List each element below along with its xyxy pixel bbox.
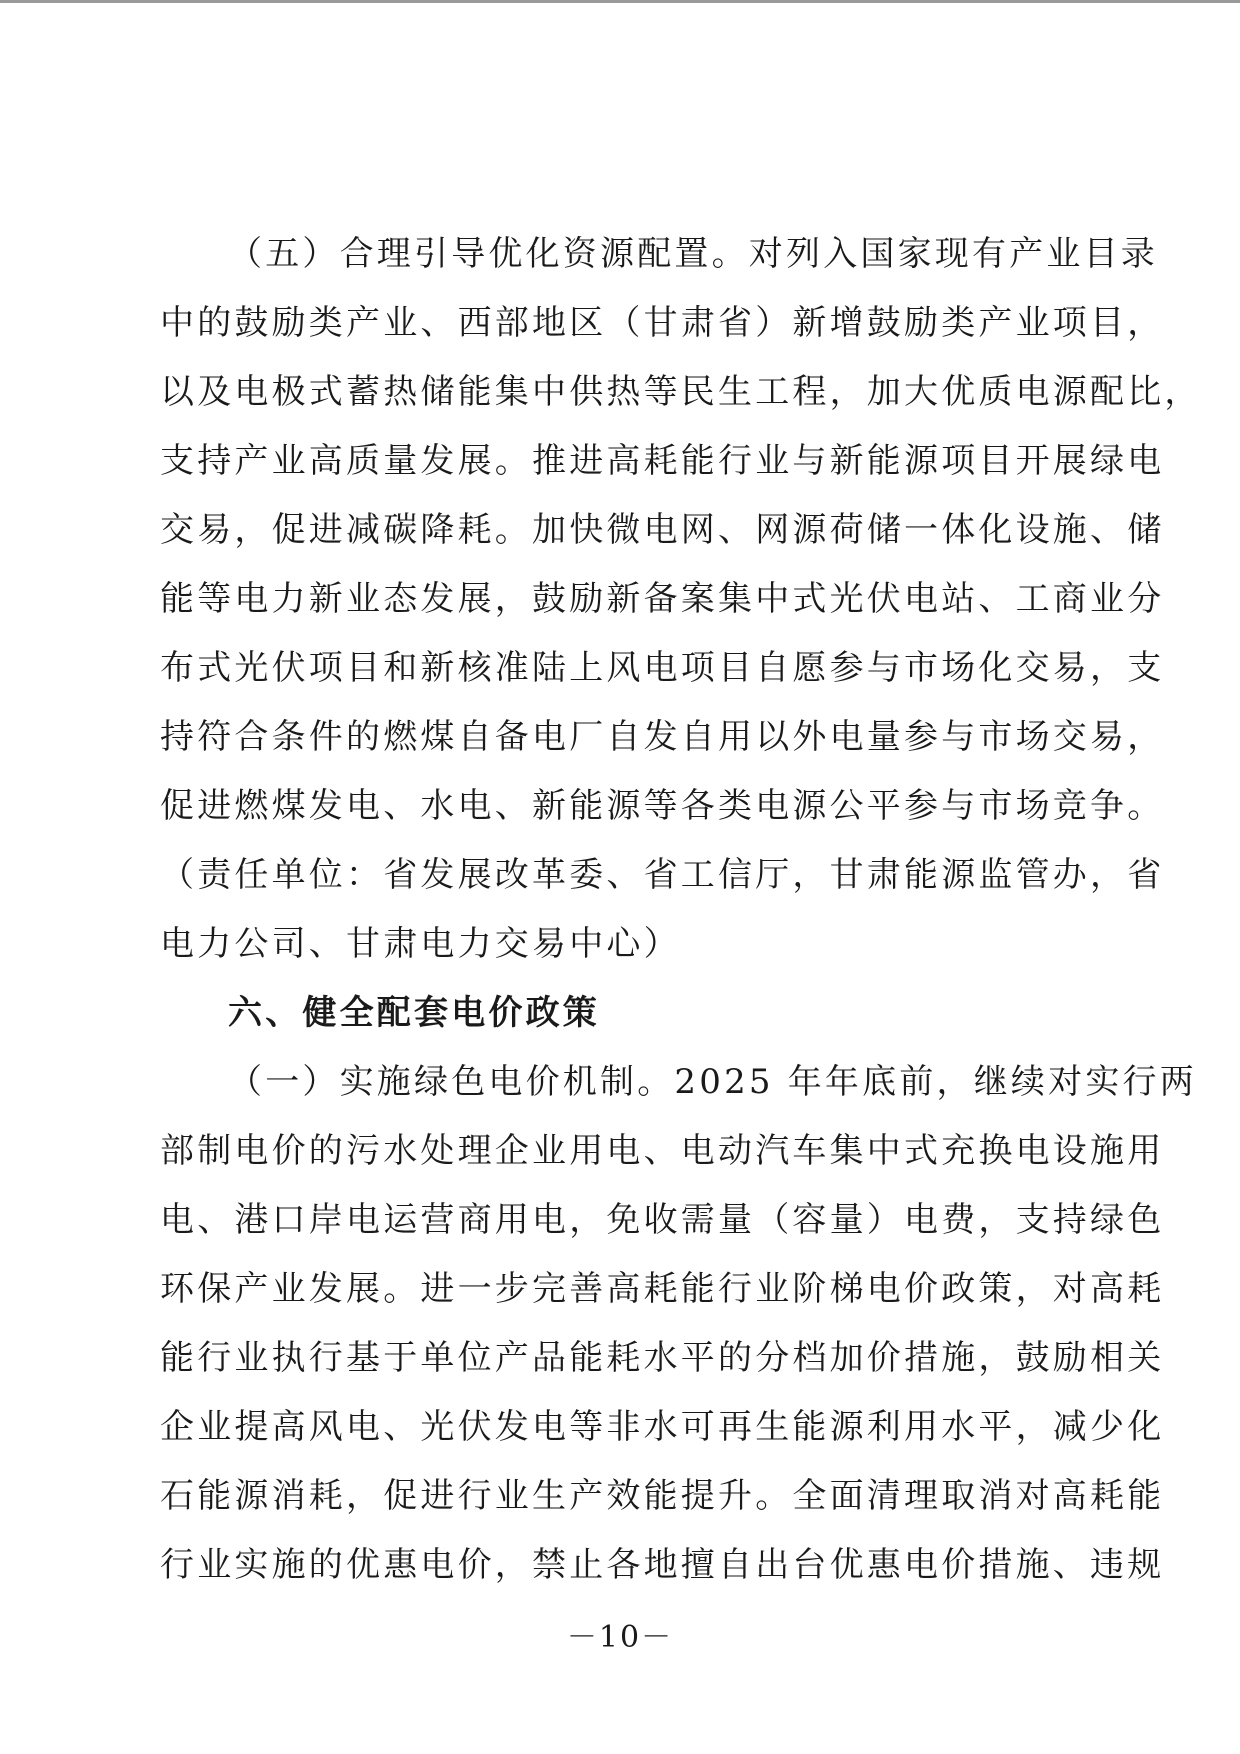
top-rule bbox=[0, 0, 1240, 3]
text-line: 能行业执行基于单位产品能耗水平的分档加价措施，鼓励相关 bbox=[160, 1338, 1165, 1378]
text-line: 持符合条件的燃煤自备电厂自发自用以外电量参与市场交易， bbox=[160, 717, 1165, 757]
section-heading: 六、健全配套电价政策 bbox=[228, 993, 600, 1033]
text-line: 石能源消耗，促进行业生产效能提升。全面清理取消对高耗能 bbox=[160, 1476, 1165, 1516]
text-line: 企业提高风电、光伏发电等非水可再生能源利用水平，减少化 bbox=[160, 1407, 1165, 1447]
text-line: 促进燃煤发电、水电、新能源等各类电源公平参与市场竞争。 bbox=[160, 786, 1165, 826]
text-line: 电力公司、甘肃电力交易中心） bbox=[160, 924, 681, 964]
text-line: 以及电极式蓄热储能集中供热等民生工程，加大优质电源配比， bbox=[160, 372, 1202, 412]
text-line: （责任单位：省发展改革委、省工信厅，甘肃能源监管办，省 bbox=[160, 855, 1165, 895]
text-line: 支持产业高质量发展。推进高耗能行业与新能源项目开展绿电 bbox=[160, 441, 1165, 481]
text-line: 能等电力新业态发展，鼓励新备案集中式光伏电站、工商业分 bbox=[160, 579, 1165, 619]
text-line: 行业实施的优惠电价，禁止各地擅自出台优惠电价措施、违规 bbox=[160, 1545, 1165, 1585]
text-line: 布式光伏项目和新核准陆上风电项目自愿参与市场化交易，支 bbox=[160, 648, 1165, 688]
page-number: －10－ bbox=[566, 1620, 674, 1655]
text-line: （一）实施绿色电价机制。2025 年年底前，继续对实行两 bbox=[228, 1062, 1197, 1102]
text-line: 交易，促进减碳降耗。加快微电网、网源荷储一体化设施、储 bbox=[160, 510, 1165, 550]
text-line: 环保产业发展。进一步完善高耗能行业阶梯电价政策，对高耗 bbox=[160, 1269, 1165, 1309]
text-line: 中的鼓励类产业、西部地区（甘肃省）新增鼓励类产业项目， bbox=[160, 303, 1165, 343]
document-body bbox=[160, 220, 1202, 1600]
text-line: 电、港口岸电运营商用电，免收需量（容量）电费，支持绿色 bbox=[160, 1200, 1165, 1240]
text-line: （五）合理引导优化资源配置。对列入国家现有产业目录 bbox=[228, 234, 1158, 274]
text-line: 部制电价的污水处理企业用电、电动汽车集中式充换电设施用 bbox=[160, 1131, 1165, 1171]
